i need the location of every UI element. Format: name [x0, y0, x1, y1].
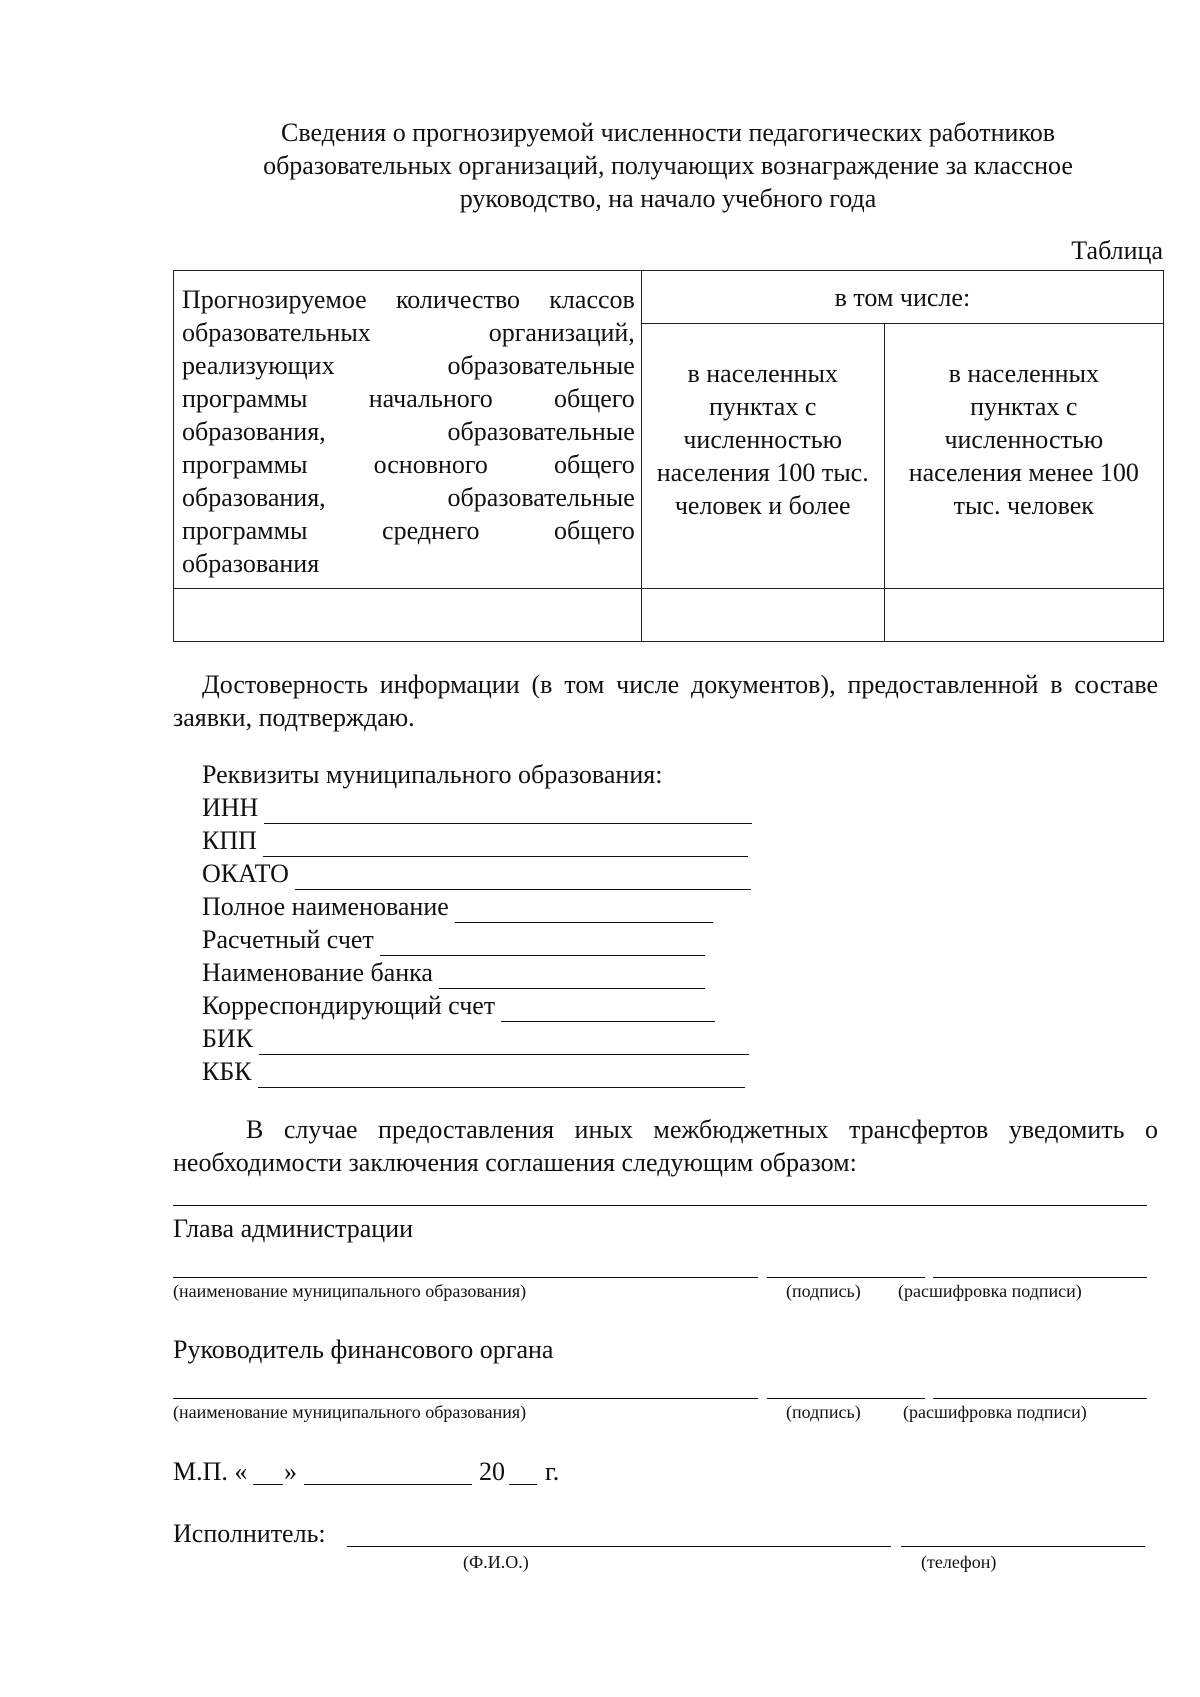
field-bik[interactable]: БИК	[202, 1022, 752, 1055]
table-cell-count[interactable]	[174, 589, 642, 642]
head-admin-title: Глава администрации	[173, 1214, 414, 1243]
table-cell-large[interactable]	[641, 589, 884, 642]
table-col2-header: в населенных пунктах с численностью населения 100 тыс. человек и более	[641, 324, 884, 589]
field-kbk[interactable]: КБК	[202, 1055, 752, 1088]
field-kpp[interactable]: КПП	[202, 824, 752, 857]
head-admin-caption-decode: (расшифровка подписи)	[898, 1281, 1082, 1301]
executor-phone-line[interactable]	[901, 1546, 1145, 1547]
field-bank[interactable]: Наименование банка	[202, 956, 752, 989]
field-account[interactable]: Расчетный счет	[202, 923, 752, 956]
finance-head-caption-name: (наименование муниципального образования)	[173, 1402, 527, 1422]
date-year-prefix: 20	[479, 1457, 505, 1486]
requisites-title: Реквизиты муниципального образования:	[202, 760, 663, 789]
finance-head-signature-line[interactable]	[767, 1398, 925, 1399]
table-group-header: в том числе:	[641, 271, 1163, 324]
document-title	[173, 116, 1163, 215]
date-month-line[interactable]	[304, 1484, 472, 1485]
finance-head-caption-signature: (подпись)	[786, 1402, 861, 1422]
finance-head-caption-decode: (расшифровка подписи)	[903, 1402, 1087, 1422]
table-col3-header: в населенных пунктах с численностью населения менее 100 тыс. человек	[884, 324, 1163, 589]
date-day-line[interactable]	[253, 1484, 283, 1485]
stamp-label: М.П. «	[173, 1457, 248, 1486]
head-admin-caption-name: (наименование муниципального образования)	[173, 1281, 527, 1301]
head-admin-decode-line[interactable]	[933, 1277, 1147, 1278]
finance-head-decode-line[interactable]	[933, 1398, 1147, 1399]
title-line-2: образовательных организаций, получающих вознаграждение за классное	[263, 151, 1073, 180]
title-line-1: Сведения о прогнозируемой численности педагогических работников	[281, 118, 1055, 147]
finance-head-title: Руководитель финансового органа	[173, 1335, 554, 1364]
table-label: Таблица	[1071, 236, 1163, 265]
executor-caption-phone: (телефон)	[921, 1552, 997, 1572]
executor-label: Исполнитель:	[173, 1519, 326, 1548]
field-corr-account[interactable]: Корреспондирующий счет	[202, 989, 752, 1022]
executor-fio-line[interactable]	[347, 1546, 891, 1547]
transfer-note: В случае предоставления иных межбюджетных трансфертов уведомить о необходимости заключения соглашения следующим образом:	[173, 1115, 1158, 1177]
date-year-line[interactable]	[509, 1484, 537, 1485]
table-col1-header: Прогнозируемое количество классов образовательных организаций, реализующих образовательные программы начального общего образования, образовательные программы основного общего образования, образовательные программы среднего общего образования	[174, 271, 642, 589]
requisites-block	[202, 758, 752, 1088]
field-full-name[interactable]: Полное наименование	[202, 890, 752, 923]
table-cell-small[interactable]	[884, 589, 1163, 642]
finance-head-name-line[interactable]	[173, 1398, 758, 1399]
field-okato[interactable]: ОКАТО	[202, 857, 752, 890]
title-line-3: руководство, на начало учебного года	[459, 184, 877, 213]
field-inn[interactable]: ИНН	[202, 791, 752, 824]
date-year-suffix: г.	[545, 1457, 560, 1486]
executor-caption-fio: (Ф.И.О.)	[463, 1552, 529, 1572]
date-close-quote: »	[284, 1457, 297, 1486]
transfer-method-line[interactable]	[173, 1205, 1147, 1206]
forecast-table	[173, 270, 1164, 642]
head-admin-signature-line[interactable]	[767, 1277, 925, 1278]
confirmation-text: Достоверность информации (в том числе документов), предоставленной в составе заявки, подтверждаю.	[173, 670, 1158, 732]
head-admin-name-line[interactable]	[173, 1277, 758, 1278]
head-admin-caption-signature: (подпись)	[786, 1281, 861, 1301]
